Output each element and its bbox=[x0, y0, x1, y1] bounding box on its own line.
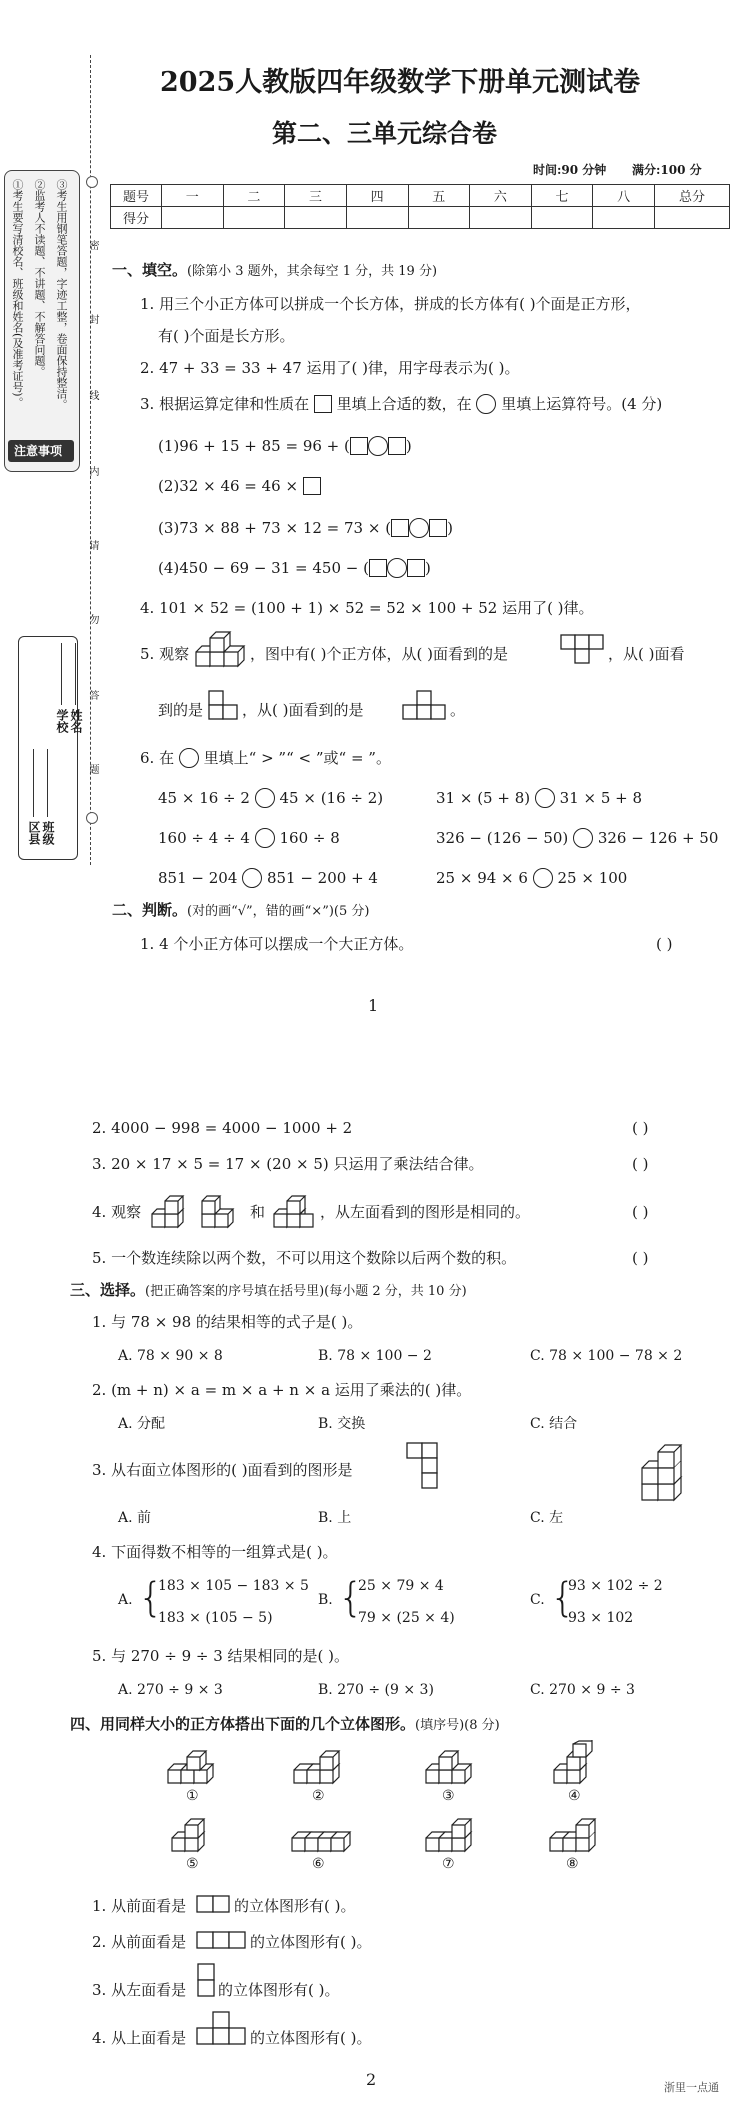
view-two-squares bbox=[196, 1894, 232, 1914]
choice-q5-a[interactable]: A. 270 ÷ 9 × 3 bbox=[118, 1682, 223, 1698]
figure-label: ① bbox=[186, 1788, 199, 1804]
view-shape-3 bbox=[402, 690, 448, 722]
page-number-2: 2 bbox=[366, 2070, 377, 2089]
judge-q4-figure-2 bbox=[198, 1188, 246, 1232]
section3-title: 三、选择。 bbox=[70, 1281, 146, 1299]
choice-q2-c[interactable]: C. 结合 bbox=[530, 1416, 578, 1432]
figure-label: ③ bbox=[442, 1788, 455, 1804]
build-q4-post: 的立体图形有( )。 bbox=[250, 2029, 372, 2047]
build-q3-post: 的立体图形有( )。 bbox=[218, 1981, 340, 1999]
q3-text: 里填上合适的数，在 bbox=[336, 395, 472, 413]
choice-q4-b-expr1: 25 × 79 × 4 bbox=[358, 1578, 444, 1594]
q3-1-text: (1)96 + 15 + 85 = 96 + ( bbox=[158, 437, 350, 455]
section2-title: 二、判断。 bbox=[112, 901, 188, 919]
judge-q2-blank[interactable]: ( ) bbox=[632, 1119, 649, 1137]
time-limit: 时间:90 分钟 bbox=[533, 163, 607, 177]
section3-note: (把正确答案的序号填在括号里)(每小题 2 分，共 10 分) bbox=[145, 1284, 467, 1299]
view-two-stacked bbox=[196, 1962, 216, 2000]
answer-square[interactable] bbox=[388, 437, 406, 455]
brace-icon: { bbox=[550, 1575, 576, 1621]
score-col: 七 bbox=[531, 185, 593, 207]
section1-heading bbox=[112, 260, 437, 282]
score-col: 一 bbox=[162, 185, 224, 207]
q3-2 bbox=[158, 476, 321, 496]
field-line-class[interactable] bbox=[47, 749, 48, 817]
compare-left: 851 − 204 bbox=[158, 869, 238, 887]
choice-q4: 4. 下面得数不相等的一组算式是( )。 bbox=[92, 1543, 338, 1561]
section4-heading bbox=[70, 1714, 500, 1736]
choice-q2: 2. (m + n) × a = m × a + n × a 运用了乘法的( )律。 bbox=[92, 1381, 472, 1399]
field-line-district[interactable] bbox=[33, 749, 34, 817]
notice-line: ②监考人不读题、不讲题、不解答问题。 bbox=[33, 179, 46, 377]
circle-icon bbox=[476, 394, 496, 414]
section4-note: (填序号)(8 分) bbox=[415, 1718, 500, 1733]
compare-circle[interactable] bbox=[573, 828, 593, 848]
build-q2-post: 的立体图形有( )。 bbox=[250, 1933, 372, 1951]
compare-circle[interactable] bbox=[255, 828, 275, 848]
q5-line2-mid: ，从( )面看到的是 bbox=[242, 701, 364, 719]
figure-label: ⑥ bbox=[312, 1856, 325, 1872]
build-q2-pre: 2. 从前面看是 bbox=[92, 1933, 187, 1951]
score-row-label: 题号 bbox=[111, 185, 162, 207]
answer-circle[interactable] bbox=[368, 436, 388, 456]
figure-label: ④ bbox=[568, 1788, 581, 1804]
field-label-name: 姓名 bbox=[69, 709, 83, 733]
score-table-header-row bbox=[111, 185, 730, 207]
choice-q3: 3. 从右面立体图形的( )面看到的图形是 bbox=[92, 1461, 353, 1479]
q5-pre: 5. 观察 bbox=[140, 645, 190, 663]
compare-item bbox=[436, 788, 642, 808]
build-q4-pre: 4. 从上面看是 bbox=[92, 2029, 187, 2047]
judge-q1: 1. 4 个小正方体可以摆成一个大正方体。 bbox=[140, 935, 414, 953]
q5-mid2: ，从( )面看 bbox=[608, 645, 685, 663]
score-table bbox=[110, 184, 730, 229]
choice-q4-c-expr2: 93 × 102 bbox=[568, 1610, 634, 1626]
score-cell[interactable] bbox=[531, 207, 593, 229]
binding-char: 密 bbox=[87, 240, 98, 250]
judge-q2: 2. 4000 − 998 = 4000 − 1000 + 2 bbox=[92, 1119, 353, 1137]
answer-square[interactable] bbox=[429, 519, 447, 537]
judge-q4-and: 和 bbox=[250, 1203, 266, 1221]
q1-line-a: 1. 用三个小正方体可以拼成一个长方体，拼成的长方体有( )个面是正方形， bbox=[140, 295, 641, 313]
binding-char: 线 bbox=[87, 390, 98, 400]
judge-q3: 3. 20 × 17 × 5 = 17 × (20 × 5) 只运用了乘法结合律。 bbox=[92, 1155, 484, 1173]
compare-left: 25 × 94 × 6 bbox=[436, 869, 528, 887]
q6 bbox=[140, 748, 391, 768]
compare-item bbox=[158, 788, 383, 808]
score-table-score-row bbox=[111, 207, 730, 229]
notice-title: 注意事项 bbox=[14, 444, 63, 458]
field-label-school: 学校 bbox=[55, 709, 69, 733]
choice-q1-c[interactable]: C. 78 × 100 − 78 × 2 bbox=[530, 1348, 683, 1364]
compare-right: 326 − 126 + 50 bbox=[597, 829, 719, 847]
main-title: 2025人教版四年级数学下册单元测试卷 bbox=[160, 67, 641, 98]
build-q1-post: 的立体图形有( )。 bbox=[234, 1897, 356, 1915]
q3-4-text: (4)450 − 69 − 31 = 450 − ( bbox=[158, 559, 369, 577]
judge-q4-blank[interactable]: ( ) bbox=[632, 1203, 649, 1221]
choice-q1: 1. 与 78 × 98 的结果相等的式子是( )。 bbox=[92, 1313, 363, 1331]
binding-char: 题 bbox=[87, 764, 98, 774]
q3-2-text: (2)32 × 46 = 46 × bbox=[158, 477, 299, 495]
notice-line: ③考生用钢笔答题，字迹工整，卷面保持整洁。 bbox=[55, 179, 68, 410]
answer-square[interactable] bbox=[350, 437, 368, 455]
q3-text: 3. 根据运算定律和性质在 bbox=[140, 395, 310, 413]
binding-char: 内 bbox=[87, 466, 98, 476]
judge-q5: 5. 一个数连续除以两个数，不可以用这个数除以后两个数的积。 bbox=[92, 1249, 517, 1267]
section1-note: (除第小 3 题外，其余每空 1 分，共 19 分) bbox=[187, 264, 438, 279]
view-shape-2 bbox=[208, 690, 240, 722]
score-cell[interactable] bbox=[346, 207, 408, 229]
section3-heading bbox=[70, 1280, 467, 1302]
judge-q4-figure-3 bbox=[270, 1188, 318, 1232]
solid-figure-4 bbox=[552, 1740, 602, 1788]
solid-figure-1 bbox=[166, 1746, 224, 1788]
solid-figure-3 bbox=[424, 1744, 482, 1788]
choice-q4-c-expr1: 93 × 102 ÷ 2 bbox=[568, 1578, 663, 1594]
choice-q4-a-expr2: 183 × (105 − 5) bbox=[158, 1610, 273, 1626]
q4: 4. 101 × 52 = (100 + 1) × 52 = 52 × 100 + 52 运用了( )律。 bbox=[140, 599, 594, 617]
figure-label: ⑦ bbox=[442, 1856, 455, 1872]
student-info-box bbox=[18, 636, 83, 860]
choice-q3-solid-figure bbox=[636, 1436, 700, 1506]
brace-icon: { bbox=[138, 1575, 164, 1621]
view-t-shape bbox=[196, 2010, 248, 2048]
q3 bbox=[140, 394, 662, 414]
view-three-squares bbox=[196, 1930, 248, 1950]
figure-label: ⑧ bbox=[566, 1856, 579, 1872]
answer-circle[interactable] bbox=[409, 518, 429, 538]
brace-icon: { bbox=[338, 1575, 364, 1621]
compare-right: 31 × 5 + 8 bbox=[559, 789, 643, 807]
section1-title: 一、填空。 bbox=[112, 261, 188, 279]
solid-figure-6 bbox=[290, 1814, 354, 1856]
q5-line2-pre: 到的是 bbox=[158, 701, 204, 719]
notice-banner bbox=[4, 170, 80, 472]
choice-q3-view-shape bbox=[406, 1442, 440, 1494]
exam-page-2 bbox=[0, 1096, 744, 2104]
square-icon bbox=[314, 395, 332, 413]
score-cell[interactable] bbox=[162, 207, 224, 229]
compare-item bbox=[158, 868, 378, 888]
compare-right: 25 × 100 bbox=[557, 869, 628, 887]
choice-q1-a[interactable]: A. 78 × 90 × 8 bbox=[118, 1348, 223, 1364]
answer-square[interactable] bbox=[391, 519, 409, 537]
answer-circle[interactable] bbox=[387, 558, 407, 578]
q6-text: 里填上“ > ”“ < ”或“ = ”。 bbox=[203, 749, 391, 767]
score-cell[interactable] bbox=[285, 207, 347, 229]
sub-title: 第二、三单元综合卷 bbox=[272, 119, 498, 148]
compare-circle[interactable] bbox=[255, 788, 275, 808]
q3-1 bbox=[158, 436, 412, 456]
solid-figure-5 bbox=[170, 1812, 220, 1856]
compare-circle[interactable] bbox=[242, 868, 262, 888]
exam-page-1 bbox=[0, 0, 744, 1040]
score-col: 二 bbox=[223, 185, 285, 207]
q2: 2. 47 + 33 = 33 + 47 运用了( )律，用字母表示为( )。 bbox=[140, 359, 520, 377]
page-number-1: 1 bbox=[368, 996, 379, 1015]
compare-circle[interactable] bbox=[533, 868, 553, 888]
close-paren: ) bbox=[405, 437, 412, 455]
score-cell[interactable] bbox=[470, 207, 532, 229]
solid-figure-2 bbox=[292, 1746, 350, 1788]
build-q3-pre: 3. 从左面看是 bbox=[92, 1981, 187, 1999]
answer-square[interactable] bbox=[303, 477, 321, 495]
choice-q3-b[interactable]: B. 上 bbox=[318, 1510, 352, 1526]
binding-hole bbox=[86, 176, 98, 188]
choice-q5: 5. 与 270 ÷ 9 ÷ 3 结果相同的是( )。 bbox=[92, 1647, 350, 1665]
judge-q5-blank[interactable]: ( ) bbox=[632, 1249, 649, 1267]
choice-q3-a[interactable]: A. 前 bbox=[118, 1510, 152, 1526]
choice-q4-b-expr2: 79 × (25 × 4) bbox=[358, 1610, 455, 1626]
choice-q5-c[interactable]: C. 270 × 9 ÷ 3 bbox=[530, 1682, 635, 1698]
section2-note: (对的画“√”，错的画“×”)(5 分) bbox=[187, 904, 370, 919]
choice-q2-a[interactable]: A. 分配 bbox=[118, 1416, 166, 1432]
compare-right: 45 × (16 ÷ 2) bbox=[279, 789, 384, 807]
binding-char: 答 bbox=[87, 690, 98, 700]
score-col-total: 总分 bbox=[655, 185, 730, 207]
field-line-name[interactable] bbox=[75, 643, 76, 705]
choice-q1-b[interactable]: B. 78 × 100 − 2 bbox=[318, 1348, 432, 1364]
score-col: 八 bbox=[593, 185, 655, 207]
compare-left: 45 × 16 ÷ 2 bbox=[158, 789, 250, 807]
figure-label: ② bbox=[312, 1788, 325, 1804]
answer-square[interactable] bbox=[407, 559, 425, 577]
watermark-text: 浙里一点通 bbox=[664, 2081, 719, 2094]
score-cell[interactable] bbox=[655, 207, 730, 229]
notice-title-band bbox=[8, 440, 74, 462]
choice-q4-a-label[interactable]: A. bbox=[118, 1592, 133, 1608]
compare-left: 31 × (5 + 8) bbox=[436, 789, 531, 807]
compare-item bbox=[158, 828, 340, 848]
section2-heading bbox=[112, 900, 369, 922]
judge-q4-post: ，从左面看到的图形是相同的。 bbox=[320, 1203, 531, 1221]
field-line-school[interactable] bbox=[61, 643, 62, 705]
notice-line: ①考生要写清校名、班级和姓名(及准考证号)。 bbox=[11, 179, 24, 408]
compare-left: 160 ÷ 4 ÷ 4 bbox=[158, 829, 250, 847]
choice-q4-b-label[interactable]: B. bbox=[318, 1592, 333, 1608]
score-col: 六 bbox=[470, 185, 532, 207]
binding-hole bbox=[86, 812, 98, 824]
score-col: 五 bbox=[408, 185, 470, 207]
choice-q2-b[interactable]: B. 交换 bbox=[318, 1416, 366, 1432]
cube-stack-figure bbox=[192, 628, 248, 672]
view-shape-1 bbox=[560, 634, 606, 666]
q3-4 bbox=[158, 558, 431, 578]
q1-line-b: 有( )个面是长方形。 bbox=[158, 327, 295, 345]
score-col: 四 bbox=[346, 185, 408, 207]
judge-q4-figure-1 bbox=[148, 1188, 196, 1232]
figure-label: ⑤ bbox=[186, 1856, 199, 1872]
score-cell[interactable] bbox=[223, 207, 285, 229]
binding-char: 勿 bbox=[87, 614, 98, 624]
close-paren: ) bbox=[447, 519, 453, 537]
score-col: 三 bbox=[285, 185, 347, 207]
compare-left: 326 − (126 − 50) bbox=[436, 829, 569, 847]
field-label-district: 区县 bbox=[27, 821, 41, 845]
section4-title: 四、用同样大小的正方体搭出下面的几个立体图形。 bbox=[70, 1715, 416, 1733]
choice-q4-a-expr1: 183 × 105 − 183 × 5 bbox=[158, 1578, 309, 1594]
build-q1-pre: 1. 从前面看是 bbox=[92, 1897, 187, 1915]
q6-text: 6. 在 bbox=[140, 749, 175, 767]
judge-q4-pre: 4. 观察 bbox=[92, 1203, 142, 1221]
binding-char: 请 bbox=[87, 540, 98, 550]
circle-icon bbox=[179, 748, 199, 768]
compare-item bbox=[436, 868, 627, 888]
choice-q3-c[interactable]: C. 左 bbox=[530, 1510, 564, 1526]
compare-circle[interactable] bbox=[535, 788, 555, 808]
score-cell[interactable] bbox=[408, 207, 470, 229]
judge-q1-blank[interactable]: ( ) bbox=[656, 935, 673, 953]
compare-right: 851 − 200 + 4 bbox=[266, 869, 378, 887]
q3-3-text: (3)73 × 88 + 73 × 12 = 73 × ( bbox=[158, 519, 392, 537]
judge-q3-blank[interactable]: ( ) bbox=[632, 1155, 649, 1173]
close-paren: ) bbox=[424, 559, 431, 577]
binding-char: 封 bbox=[87, 314, 98, 324]
q3-3 bbox=[158, 518, 453, 538]
full-score: 满分:100 分 bbox=[632, 163, 702, 177]
solid-figure-7 bbox=[424, 1812, 482, 1856]
choice-q5-b[interactable]: B. 270 ÷ (9 × 3) bbox=[318, 1682, 434, 1698]
compare-right: 160 ÷ 8 bbox=[279, 829, 340, 847]
solid-figure-8 bbox=[548, 1810, 606, 1856]
score-cell[interactable] bbox=[593, 207, 655, 229]
answer-square[interactable] bbox=[369, 559, 387, 577]
choice-q4-c-label[interactable]: C. bbox=[530, 1592, 545, 1608]
q5-line2-end: 。 bbox=[450, 701, 466, 719]
compare-item bbox=[436, 828, 718, 848]
q5-mid1: ，图中有( )个正方体，从( )面看到的是 bbox=[250, 645, 508, 663]
q3-text: 里填上运算符号。(4 分) bbox=[501, 395, 663, 413]
score-row-label: 得分 bbox=[111, 207, 162, 229]
field-label-class: 班级 bbox=[41, 821, 55, 845]
